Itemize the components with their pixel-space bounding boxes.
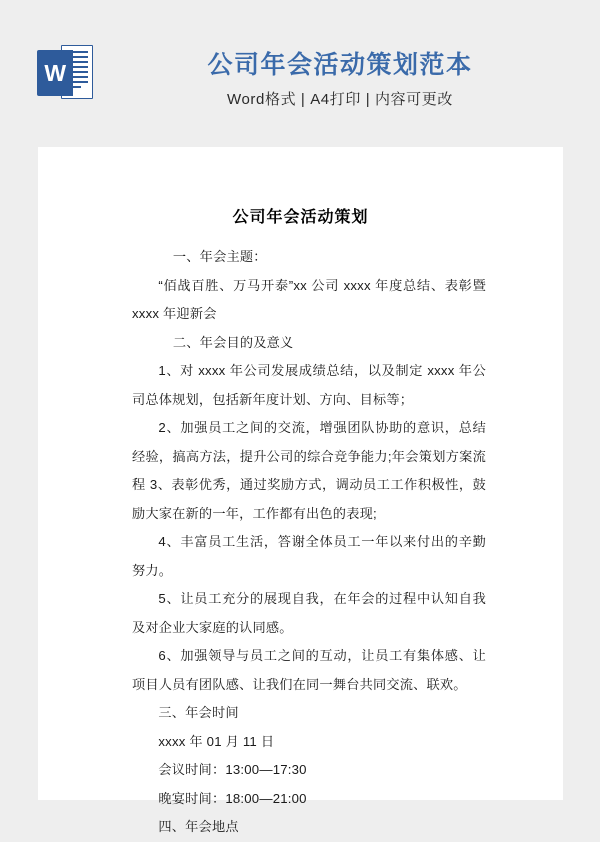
paragraph-item-2: 2、加强员工之间的交流，增强团队协助的意识，总结经验，搞高方法，提升公司的综合竞争能力;年会策划方案流程 3、表彰优秀，通过奖励方式，调动员工工作积极性，鼓励大家在新的一年，工作都有出色的表现;: [132, 420, 486, 521]
paragraph-section-3-heading: 三、年会时间: [158, 705, 239, 720]
document-body: [132, 243, 486, 842]
banner-subtitle: Word格式 | A4打印 | 内容可更改: [227, 91, 453, 108]
document-page[interactable]: [38, 147, 563, 834]
paragraph-item-1: 1、对 xxxx 年公司发展成绩总结，以及制定 xxxx 年公司总体规划，包括新年度计划、方向、目标等；: [132, 363, 486, 407]
paragraph-item-5: 5、让员工充分的展现自我，在年会的过程中认知自我及对企业大家庭的认同感。: [132, 591, 486, 635]
paragraph-section-3-meeting-time: 会议时间：13:00—17:30: [158, 762, 307, 777]
document-title: 公司年会活动策划: [232, 209, 369, 226]
paragraph-section-3-dinner-time: 晚宴时间：18:00—21:00: [158, 790, 307, 806]
word-logo-letter: W: [44, 59, 66, 86]
paragraph-section-2-heading: 二、年会目的及意义: [172, 334, 294, 350]
paragraph-item-6: 6、加强领导与员工之间的互动，让员工有集体感、让项目人员有团队感、让我们在同一舞台共同交流、联欢。: [132, 648, 486, 692]
header-banner: [0, 0, 600, 147]
paragraph-section-1-body: “佰战百胜、万马开泰”xx 公司 xxxx 年度总结、表彰暨 xxxx 年迎新会: [132, 277, 486, 321]
banner-title: 公司年会活动策划范本: [207, 51, 473, 79]
word-document-icon: [37, 44, 93, 100]
paragraph-section-4-heading: 四、年会地点: [158, 819, 239, 834]
paragraph-item-4: 4、丰富员工生活，答谢全体员工一年以来付出的辛勤努力。: [132, 534, 486, 578]
paragraph-section-1-heading: 一、年会主题：: [172, 249, 267, 264]
word-logo-block: [37, 50, 73, 96]
paragraph-section-3-date: xxxx 年 01 月 11 日: [158, 733, 275, 749]
